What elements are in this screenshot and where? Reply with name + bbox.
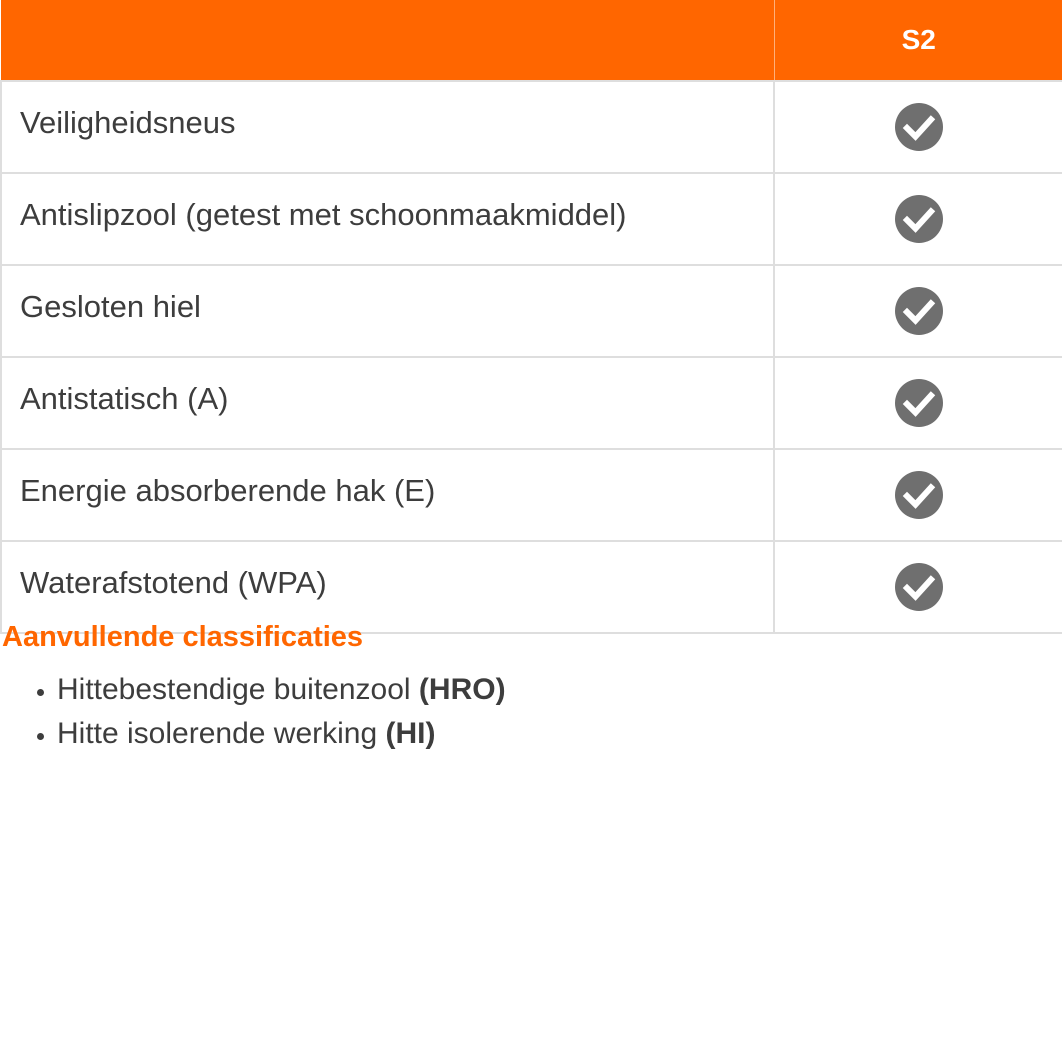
table-header-row: [1, 0, 1062, 81]
table-row: [1, 449, 1062, 541]
feature-cell: Antislipzool (getest met schoonmaakmiddel): [1, 173, 774, 265]
feature-cell: Veiligheidsneus: [1, 81, 774, 173]
classification-list: [0, 668, 1062, 756]
feature-cell: Waterafstotend (WPA): [1, 541, 774, 633]
feature-cell: Antistatisch (A): [1, 357, 774, 449]
check-circle-icon: [895, 563, 943, 611]
feature-cell: Gesloten hiel: [1, 265, 774, 357]
s2-cell: [774, 357, 1062, 449]
list-item: [57, 668, 1062, 712]
table-row: [1, 81, 1062, 173]
check-circle-icon: [895, 195, 943, 243]
section-title: Aanvullende classificaties: [2, 621, 364, 653]
table-row: [1, 173, 1062, 265]
additional-classifications: [0, 614, 1062, 756]
classification-text: Hittebestendige buitenzool: [57, 673, 419, 706]
check-circle-icon: [895, 103, 943, 151]
s2-cell: [774, 449, 1062, 541]
list-item: [57, 712, 1062, 756]
classification-code: (HRO): [418, 673, 506, 706]
check-circle-icon: [895, 379, 943, 427]
check-circle-icon: [895, 287, 943, 335]
feature-column-header: [1, 0, 774, 81]
classification-text: Hitte isolerende werking: [57, 717, 386, 750]
s2-column-header: S2: [774, 0, 1062, 81]
s2-cell: [774, 265, 1062, 357]
s2-cell: [774, 81, 1062, 173]
table-row: [1, 357, 1062, 449]
feature-cell: Energie absorberende hak (E): [1, 449, 774, 541]
s2-cell: [774, 173, 1062, 265]
table-row: [1, 265, 1062, 357]
check-circle-icon: [895, 471, 943, 519]
classification-code: (HI): [385, 717, 436, 750]
